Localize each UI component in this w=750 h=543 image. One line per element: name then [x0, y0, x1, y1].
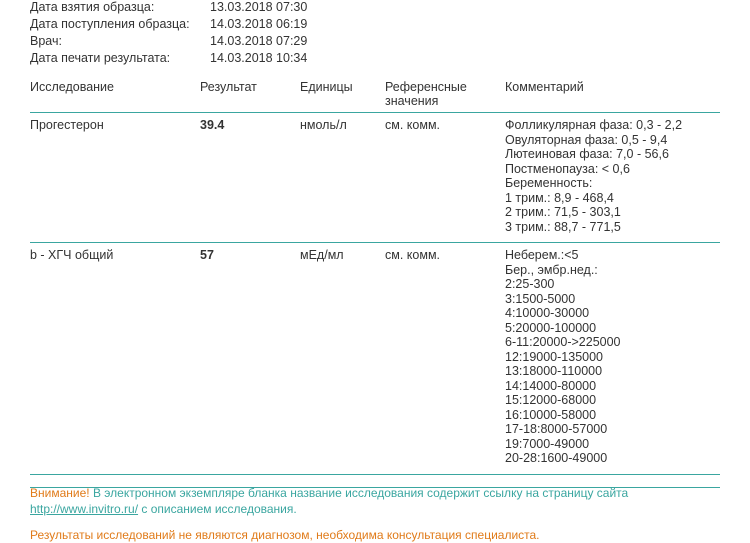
comment-line: 16:10000-58000: [505, 407, 597, 422]
comment-line: 1 трим.: 8,9 - 468,4: [505, 190, 614, 205]
row-result-value: 39.4: [200, 113, 300, 243]
row-comment: [505, 113, 720, 243]
table-row: [30, 243, 720, 475]
table-row: [30, 113, 720, 243]
comment-line: Бер., эмбр.нед.:: [505, 262, 598, 277]
comment-line: 12:19000-135000: [505, 349, 604, 364]
meta-label-sample-received: Дата поступления образца:: [30, 17, 190, 31]
warning-text: В электронном экземпляре бланка название исследования содержит ссылку на страницу сайта: [89, 485, 629, 500]
meta-row: [30, 34, 307, 51]
comment-line: 2 трим.: 71,5 - 303,1: [505, 205, 621, 219]
bottom-divider: [30, 487, 720, 488]
footnotes: [30, 485, 720, 543]
comment-line: 14:14000-80000: [505, 378, 597, 393]
comment-line: 3 трим.: 88,7 - 771,5: [505, 219, 621, 234]
meta-label-print-date: Дата печати результата:: [30, 51, 171, 65]
header-units: Единицы: [300, 80, 385, 113]
results-table: [30, 80, 720, 475]
invitro-link[interactable]: http://www.invitro.ru/: [30, 501, 139, 516]
report-content: [30, 0, 720, 543]
comment-line: Беременность:: [505, 176, 593, 190]
header-reference-line2: значения: [385, 94, 439, 108]
comment-line: Постменопауза: < 0,6: [505, 161, 630, 176]
comment-line: 6-11:20000->225000: [505, 335, 621, 349]
comment-line: 5:20000-100000: [505, 320, 597, 335]
meta-row: [30, 51, 307, 68]
results-table-body: [30, 113, 720, 475]
meta-row: [30, 17, 307, 34]
header-comment: Комментарий: [505, 80, 720, 113]
sample-meta-table: [30, 0, 307, 68]
comment-line: 20-28:1600-49000: [505, 451, 608, 465]
row-reference: см. комм.: [385, 243, 505, 475]
meta-row: [30, 0, 307, 17]
comment-line: 13:18000-110000: [505, 364, 603, 378]
comment-line: 19:7000-49000: [505, 436, 590, 451]
comment-line: Лютеиновая фаза: 7,0 - 56,6: [505, 147, 669, 161]
disclaimer-note: Результаты исследований не являются диагнозом, необходима консультация специалиста.: [30, 527, 540, 542]
comment-line: Овуляторная фаза: 0,5 - 9,4: [505, 132, 668, 147]
results-table-head: [30, 80, 720, 113]
comment-line: 3:1500-5000: [505, 291, 576, 306]
link-tail-text: с описанием исследования.: [138, 501, 297, 516]
row-result-value: 57: [200, 243, 300, 475]
header-reference-line1: Референсные: [385, 80, 467, 94]
meta-label-doctor: Врач:: [30, 34, 62, 48]
row-comment: [505, 243, 720, 475]
meta-value-print-date: 14.03.2018 10:34: [210, 51, 308, 65]
row-test-name[interactable]: b - ХГЧ общий: [30, 243, 200, 475]
results-header-row: [30, 80, 720, 113]
row-units: нмоль/л: [300, 113, 385, 243]
comment-line: 4:10000-30000: [505, 306, 590, 320]
comment-line: 15:12000-68000: [505, 393, 597, 407]
row-test-name[interactable]: Прогестерон: [30, 113, 200, 243]
comment-line: 17-18:8000-57000: [505, 422, 608, 436]
row-reference: см. комм.: [385, 113, 505, 243]
comment-line: Фолликулярная фаза: 0,3 - 2,2: [505, 118, 683, 132]
header-test-name: Исследование: [30, 80, 200, 113]
header-result: Результат: [200, 80, 300, 113]
warning-label: Внимание!: [30, 485, 90, 500]
comment-line: 2:25-300: [505, 277, 555, 291]
row-units: мЕд/мл: [300, 243, 385, 475]
header-reference: [385, 80, 505, 113]
comment-line: Неберем.:<5: [505, 248, 579, 262]
meta-label-sample-taken: Дата взятия образца:: [30, 0, 155, 14]
meta-value-sample-taken: 13.03.2018 07:30: [210, 0, 308, 14]
meta-value-doctor: 14.03.2018 07:29: [210, 34, 308, 48]
meta-value-sample-received: 14.03.2018 06:19: [210, 17, 308, 31]
